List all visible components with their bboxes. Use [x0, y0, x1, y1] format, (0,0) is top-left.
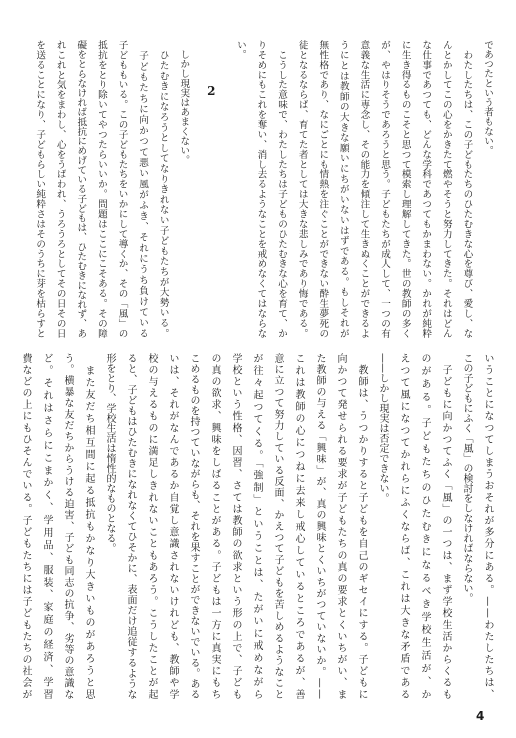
column-text: んとかしてこの心をかきたて燃やそうと努力してきた。それはどん: [440, 40, 452, 339]
text-column: [57, 353, 78, 699]
column-text: この子どもにふく「風」の検討をしなければならない。: [461, 353, 472, 603]
text-column: [99, 353, 120, 699]
column-text: 校の与えるものに満足しきれないこともあろう。こうしたことが起: [146, 353, 157, 701]
text-column: [132, 40, 153, 338]
text-column: [394, 40, 415, 338]
text-column: [204, 353, 225, 699]
column-text: こめるものを持つていながらも、それを果すことができないでいる。ある: [188, 353, 199, 700]
text-column: [78, 353, 99, 699]
lower-tier: [15, 353, 498, 702]
text-column: [393, 353, 414, 699]
text-column: [141, 353, 162, 699]
text-column: [456, 40, 477, 338]
upper-tier: [29, 40, 497, 338]
section-2-lower-tier-text: [15, 353, 498, 702]
column-text: ひたむきになろうとしてなりきれない子どもたちが大勢いる。: [157, 40, 169, 339]
text-column: [353, 40, 374, 338]
text-column: [414, 353, 435, 702]
column-text: う。横暴な友だちからうける迫害、子ども同志の抗争、劣等の意識な: [62, 353, 73, 701]
column-text: りそめにもこれを奪い、消し去るようなことを戒めなくてはならな: [255, 40, 267, 339]
column-text: が往々起つてくる。「強制」ということは、たがいに戒めながら: [251, 353, 262, 702]
text-column: [351, 353, 372, 699]
column-text: 学校という性格、因習、さては教師の欲求という形の上で、子ども: [230, 353, 241, 701]
column-text: であつたという者もない。: [482, 40, 493, 156]
text-column: [229, 40, 250, 338]
text-column: [372, 353, 393, 699]
column-text: 抵抗をとり除いてやつたらいいか。問題はここにこそある。その障: [95, 40, 107, 339]
text-column: [477, 353, 498, 699]
text-column: [49, 40, 70, 338]
column-text: 教師は、うつかりすると子どもを自己のギセイにする。子どもに: [356, 353, 367, 701]
column-text: 意義な生活に専念し、その能力を傾注して生きぬくことができるよ: [358, 40, 370, 339]
column-text: これは教師の心につねに去来し戒心しているところであるが、善: [293, 353, 304, 701]
column-text: 礙をとらなければ抵抗にめげている子どもは、ひたむきになれず、あ: [75, 40, 87, 339]
text-column: [246, 353, 267, 702]
column-text: こうした意味で、わたしたちは子どものひたむきな心を育て、か: [276, 40, 288, 339]
column-text: しかし現実はあまくない。: [178, 40, 190, 165]
column-text: また友だち相互間に起る抵抗もかなり大きいものがあろうと思: [83, 353, 94, 701]
column-text: 子どもに向かつてふく「風」の一つは、まず学校生活からくるも: [440, 353, 451, 701]
column-text: うにとは教師の大きな願いにちがいないはずである。もしそれが: [337, 40, 349, 339]
section-number: 2: [204, 84, 219, 98]
column-text: ——しかし現実は否定できない。: [377, 353, 388, 503]
column-text: 徒となるならば、育てた者としては大きな悲しみであり悔である。: [296, 40, 308, 339]
text-column: [162, 353, 183, 699]
column-text: 費などの上にもひそんでいる。子どもたちには子どもたちの社会が: [20, 353, 31, 701]
column-text: た教師の与える「興味」が、真の興味とくいちがつていないか。——: [314, 353, 325, 701]
text-column: [415, 40, 436, 338]
text-column: [90, 40, 111, 338]
column-text: いうことになつてしまうおそれが多分にある。——わたしたちは、: [482, 353, 493, 701]
text-column: [330, 353, 351, 699]
column-text: い。: [234, 40, 246, 60]
column-text: が、やはりそうであろうと思う。子どもたちが成人して、一つの有: [379, 40, 391, 339]
text-column: [36, 353, 57, 702]
text-column: [373, 40, 394, 338]
text-column: [476, 40, 497, 338]
column-text: ると、子どもはひたむきになれなくてひそかに、表面だけ追従するような: [125, 353, 136, 700]
text-column: [173, 40, 194, 338]
text-column: [291, 40, 312, 338]
text-column: [309, 353, 330, 699]
section-2-upper-tier-text: [29, 40, 194, 338]
text-column: [270, 40, 291, 338]
text-column: [70, 40, 91, 338]
text-column: [312, 40, 333, 338]
column-text: 向かつて発せられる要求が子どもたちの真の要求とくいちがい、ま: [335, 353, 346, 701]
column-text: 子どもたちに向かつて悪い風がふき、それにうち負けている: [137, 40, 149, 340]
column-text: 子どももいる。この子どもたちをいかにして導くか、その「風」の: [116, 40, 128, 339]
text-column: [120, 353, 141, 699]
section-1-tail: [229, 40, 497, 338]
text-column: [267, 353, 288, 699]
column-text: わたしたちは、この子どもたちのひたむきな心を尊び、愛し、な: [461, 40, 473, 339]
column-text: 形をとり、学校生活は惰性的なものとなる。: [104, 353, 115, 553]
text-column: [111, 40, 132, 338]
text-column: [332, 40, 353, 338]
column-text: ど。それはさらにこまかく、学用品、服装、家庭の経済、学習: [41, 353, 52, 702]
text-column: [435, 40, 456, 338]
text-column: [250, 40, 271, 338]
column-text: の真の欲求、興味をしばることがある。子どもは一方に真実にもち: [209, 353, 220, 701]
column-text: を送ることになり、子どもらしい純粋さはそのうちに芽を枯らすと: [34, 40, 46, 339]
text-column: [15, 353, 36, 699]
column-text: のがある。子どもたちのひたむきになるべき学校生活が、か: [419, 353, 430, 702]
text-column: [288, 353, 309, 699]
column-text: 無性格であり、なにごとにも情熱を注ぐことができない酔生夢死の: [317, 40, 329, 339]
column-text: えつて風になつてかれらにふくならば、これは大きな矛盾である: [398, 353, 409, 701]
column-text: な仕事であつても、どんな学科であつてもかまわない。かれが純粋: [420, 40, 432, 339]
column-text: れこれと気をまわし、心をうばわれ、うろうろとしてその日その日: [54, 40, 66, 339]
page-number: 4: [476, 709, 485, 723]
column-text: いは、それがなんであるか自覚し意識されないけれども、教師や学: [167, 353, 178, 701]
column-text: 意に立つて努力している反面、かえつて子どもを苦しめるようなこと: [272, 353, 283, 701]
text-column: [225, 353, 246, 699]
text-column: [152, 40, 173, 338]
text-column: [29, 40, 50, 338]
text-column: [456, 353, 477, 699]
text-column: [435, 353, 456, 699]
column-text: に生き得るものこそと思つて模索し理解してきた。世の教師の多く: [399, 40, 411, 339]
text-column: [183, 353, 204, 699]
